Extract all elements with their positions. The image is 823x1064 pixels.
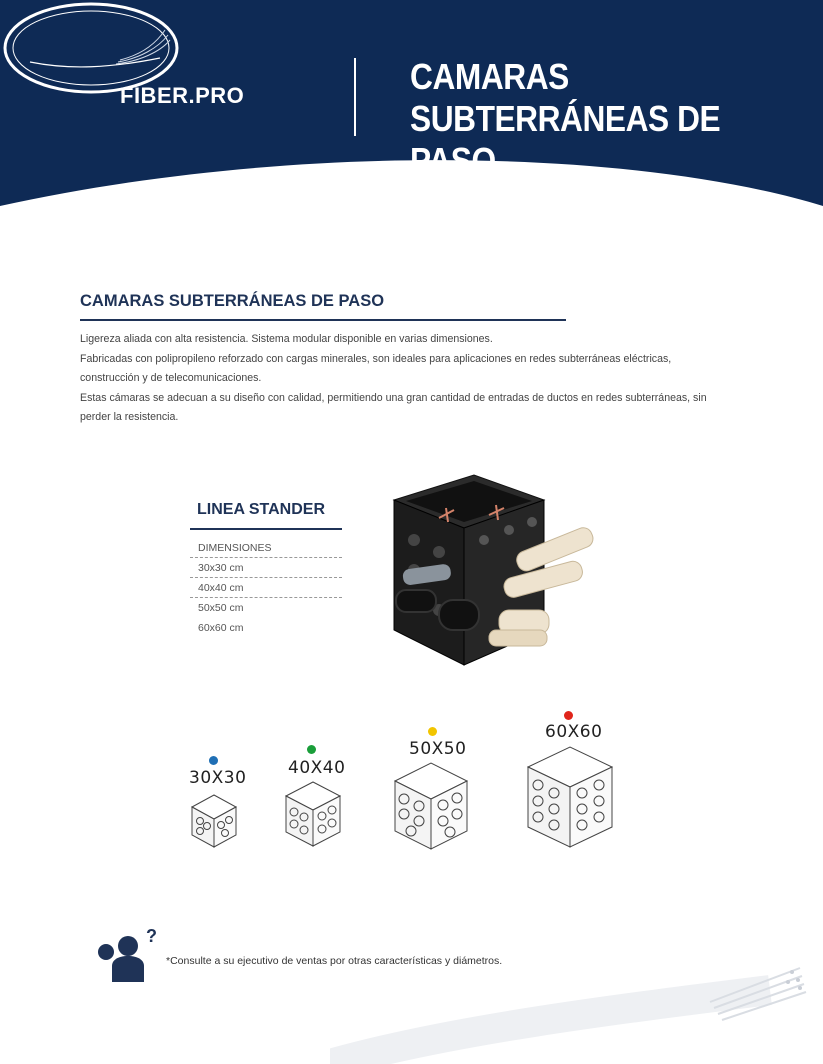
linea-title: LINEA STANDER: [197, 501, 325, 518]
question-person-icon: [96, 926, 162, 982]
chamber-60x60-icon: [524, 745, 616, 849]
footer-note: *Consulte a su ejecutivo de ventas por otras características y diámetros.: [166, 955, 503, 967]
chamber-50x50-icon: [391, 761, 471, 851]
brand-name: FIBER.PRO: [120, 83, 245, 108]
linea-rule: [190, 528, 342, 530]
cable-decoration: [330, 940, 823, 1064]
size-dot-40x40: [307, 745, 316, 754]
description-paragraph: Ligereza aliada con alta resistencia. Sistema modular disponible en varias dimensiones.: [80, 333, 493, 345]
size-dot-60x60: [564, 711, 573, 720]
header-divider: [354, 58, 356, 136]
size-label-40x40: 40X40: [288, 758, 346, 778]
page-title-line2: SUBTERRÁNEAS DE PASO: [410, 98, 721, 181]
dimension-item: 60x60 cm: [198, 622, 244, 634]
description-paragraph: Estas cámaras se adecuan a su diseño con calidad, permitiendo una gran cantidad de entradas de ductos en redes subterráneas, sin perder la resistencia.: [80, 391, 707, 424]
description-paragraph: Fabricadas con polipropileno reforzado con cargas minerales, son ideales para aplicaciones en redes subterráneas eléctricas, construcción y de telecomunicaciones.: [80, 352, 672, 385]
dimensions-list: [190, 538, 342, 638]
page-title-line1: CAMARAS: [410, 56, 569, 97]
size-label-50x50: 50X50: [409, 739, 467, 759]
page-title: [410, 56, 773, 182]
dimensions-header: DIMENSIONES: [190, 538, 342, 558]
chamber-30x30-icon: [188, 793, 240, 849]
chamber-40x40-icon: [282, 780, 344, 848]
dimension-item: 30x30 cm: [190, 558, 342, 578]
description: [80, 330, 720, 428]
fiber-pro-logo-icon: [0, 0, 182, 96]
section-title: CAMARAS SUBTERRÁNEAS DE PASO: [80, 292, 385, 310]
dimension-item: 50x50 cm: [198, 602, 244, 614]
header-banner: [0, 0, 823, 215]
size-dot-50x50: [428, 727, 437, 736]
size-label-30x30: 30X30: [189, 768, 247, 788]
dimension-item: 40x40 cm: [190, 578, 342, 598]
size-label-60x60: 60X60: [545, 722, 603, 742]
product-chamber-image: [384, 470, 604, 670]
size-dot-30x30: [209, 756, 218, 765]
svg-text:?: ?: [146, 926, 157, 946]
section-rule: [80, 319, 566, 321]
